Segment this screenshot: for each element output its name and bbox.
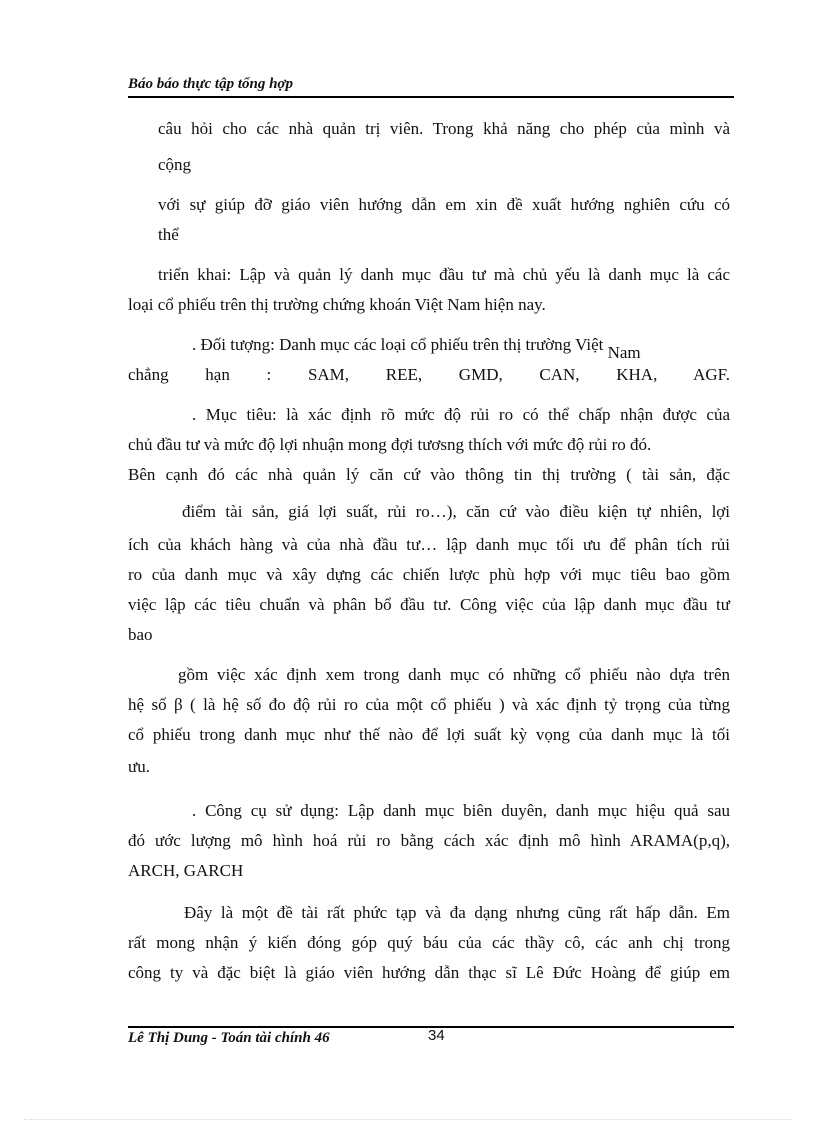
text-line-22: đó ước lượng mô hình hoá rủi ro bằng cách xác định mô hình ARAMA(p,q),: [128, 831, 730, 850]
text-line-16: bao: [128, 625, 153, 644]
text-line-12: điểm tài sản, giá lợi suất, rủi ro…), căn cứ vào điều kiện tự nhiên, lợi: [182, 502, 730, 521]
text-line-1: câu hỏi cho các nhà quản trị viên. Trong khả năng cho phép của mình và: [158, 119, 730, 138]
header-rule: [128, 96, 734, 98]
text-line-10: chủ đầu tư và mức độ lợi nhuận mong đợi tươsng thích với mức độ rủi ro đó.: [128, 435, 652, 454]
footer-author: Lê Thị Dung - Toán tài chính 46: [128, 1030, 330, 1046]
text-line-21: . Công cụ sử dụng: Lập danh mục biên duyên, danh mục hiệu quả sau: [192, 801, 730, 820]
text-line-15: việc lập các tiêu chuẩn và phân bổ đầu tư. Công việc của lập danh mục đầu tư: [128, 595, 730, 614]
text-line-26: công ty và đặc biệt là giáo viên hướng dẫn thạc sĩ Lê Đức Hoàng để giúp em: [128, 963, 730, 982]
text-line-2: cộng: [158, 155, 192, 174]
page-edge-dotted-line: [24, 1119, 792, 1120]
text-line-19: cổ phiếu trong danh mục như thế nào để lợi suất kỳ vọng của danh mục là tối: [128, 725, 730, 744]
text-line-7: [192, 334, 641, 362]
text-line-7-word-nam: Nam: [607, 343, 641, 362]
text-line-24: Đây là một đề tài rất phức tạp và đa dạng nhưng cũng rất hấp dẫn. Em: [184, 903, 730, 922]
text-line-20: ưu.: [128, 757, 150, 776]
text-line-8: chẳng hạn : SAM, REE, GMD, CAN, KHA, AGF.: [128, 365, 730, 384]
text-line-13: ích của khách hàng và của nhà đầu tư… lập danh mục tối ưu để phân tích rủi: [128, 535, 730, 554]
text-line-6: loại cổ phiếu trên thị trường chứng khoán Việt Nam hiện nay.: [128, 295, 546, 314]
text-line-3: với sự giúp đỡ giáo viên hướng dẫn em xin đề xuất hướng nghiên cứu có: [158, 195, 730, 214]
text-line-25: rất mong nhận ý kiến đóng góp quý báu của các thầy cô, các anh chị trong: [128, 933, 730, 952]
text-line-11: Bên cạnh đó các nhà quản lý căn cứ vào thông tin thị trường ( tài sản, đặc: [128, 465, 730, 484]
text-line-7-main: . Đối tượng: Danh mục các loại cổ phiếu trên thị trường Việt: [192, 335, 604, 354]
text-line-17: gồm việc xác định xem trong danh mục có những cổ phiếu nào dựa trên: [178, 665, 730, 684]
header-title: Báo báo thực tập tổng hợp: [128, 76, 293, 92]
text-line-4: thể: [158, 225, 179, 244]
text-line-23: ARCH, GARCH: [128, 861, 244, 880]
text-line-18: hệ số β ( là hệ số đo độ rủi ro của một cổ phiếu ) và xác định tỷ trọng của từng: [128, 695, 730, 714]
page-number: 34: [428, 1027, 445, 1044]
text-line-5: triển khai: Lập và quản lý danh mục đầu tư mà chủ yếu là danh mục là các: [158, 265, 730, 284]
text-line-14: ro của danh mục và xây dựng các chiến lược phù hợp với mục tiêu bao gồm: [128, 565, 730, 584]
text-line-9: . Mục tiêu: là xác định rõ mức độ rủi ro có thể chấp nhận được của: [192, 405, 730, 424]
